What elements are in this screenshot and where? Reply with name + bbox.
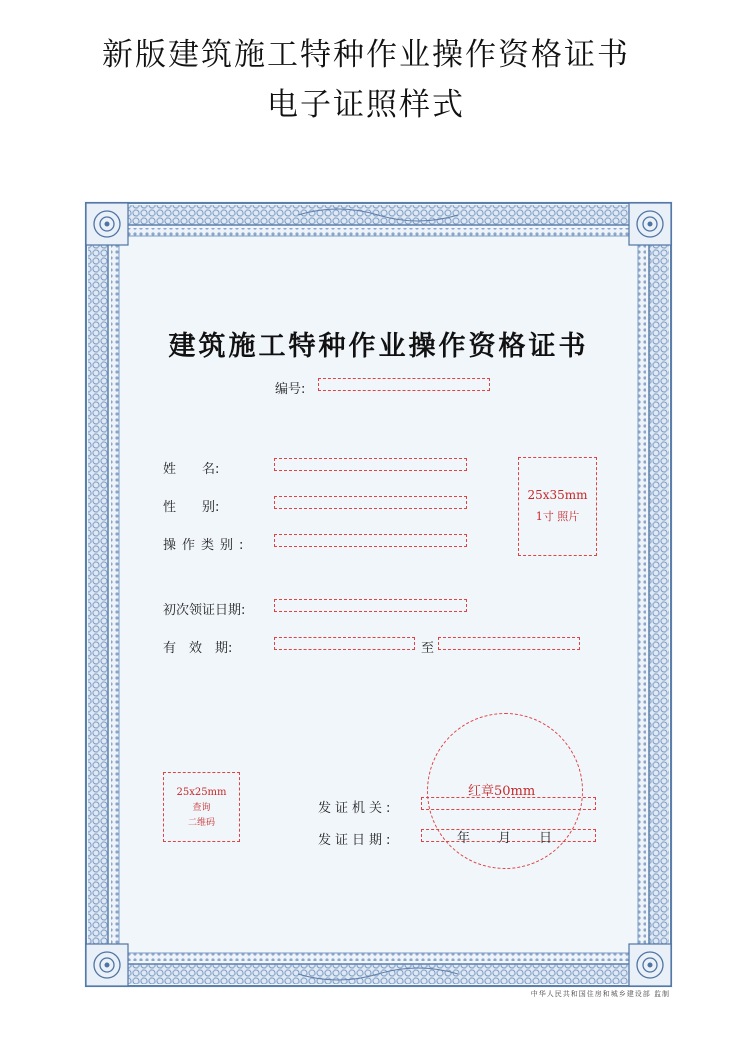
category-label: 操作类别:	[163, 538, 250, 553]
issue-date-label: 发证日期:	[318, 833, 395, 848]
validity-start-field[interactable]	[274, 637, 415, 650]
qr-query-text: 查询	[192, 803, 211, 813]
category-field[interactable]	[274, 534, 467, 547]
certificate-sheet	[84, 201, 673, 988]
photo-size-text: 25x35mm	[527, 488, 588, 502]
qr-placeholder	[163, 772, 240, 842]
gender-field[interactable]	[274, 496, 467, 509]
gender-label: 性 别:	[163, 500, 220, 515]
qr-size-text: 25x25mm	[176, 787, 227, 798]
number-field[interactable]	[318, 378, 490, 391]
validity-end-field[interactable]	[438, 637, 580, 650]
first-issue-label: 初次领证日期:	[163, 603, 246, 618]
date-month-text: 月	[498, 831, 512, 846]
name-label: 姓 名:	[163, 462, 220, 477]
page-title-line2: 电子证照样式	[267, 87, 465, 123]
stamp-size-text: 红章50mm	[468, 784, 536, 799]
certificate-heading: 建筑施工特种作业操作资格证书	[168, 331, 589, 362]
ornamental-border	[84, 201, 673, 988]
number-label: 编号:	[275, 382, 306, 397]
date-day-text: 日	[539, 831, 553, 846]
page-title-line1: 新版建筑施工特种作业操作资格证书	[102, 37, 630, 73]
issuer-footer: 中华人民共和国住房和城乡建设部 监制	[530, 990, 670, 998]
first-issue-field[interactable]	[274, 599, 467, 612]
issuer-field[interactable]	[421, 797, 596, 810]
issuer-label: 发证机关:	[318, 801, 395, 816]
validity-to-label: 至	[421, 641, 435, 656]
validity-label: 有 效 期:	[163, 641, 233, 656]
date-year-text: 年	[457, 831, 471, 846]
photo-desc-text: 1寸 照片	[535, 510, 580, 523]
name-field[interactable]	[274, 458, 467, 471]
photo-placeholder	[518, 457, 597, 556]
qr-code-text: 二维码	[187, 818, 215, 828]
